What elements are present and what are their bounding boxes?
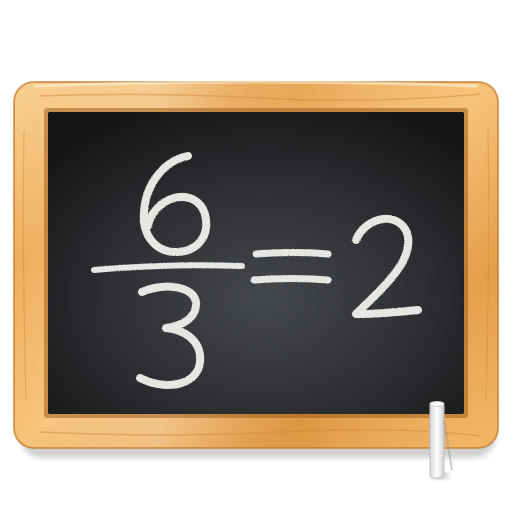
equals-sign-top bbox=[256, 253, 328, 255]
equals-sign-bottom bbox=[254, 279, 328, 281]
